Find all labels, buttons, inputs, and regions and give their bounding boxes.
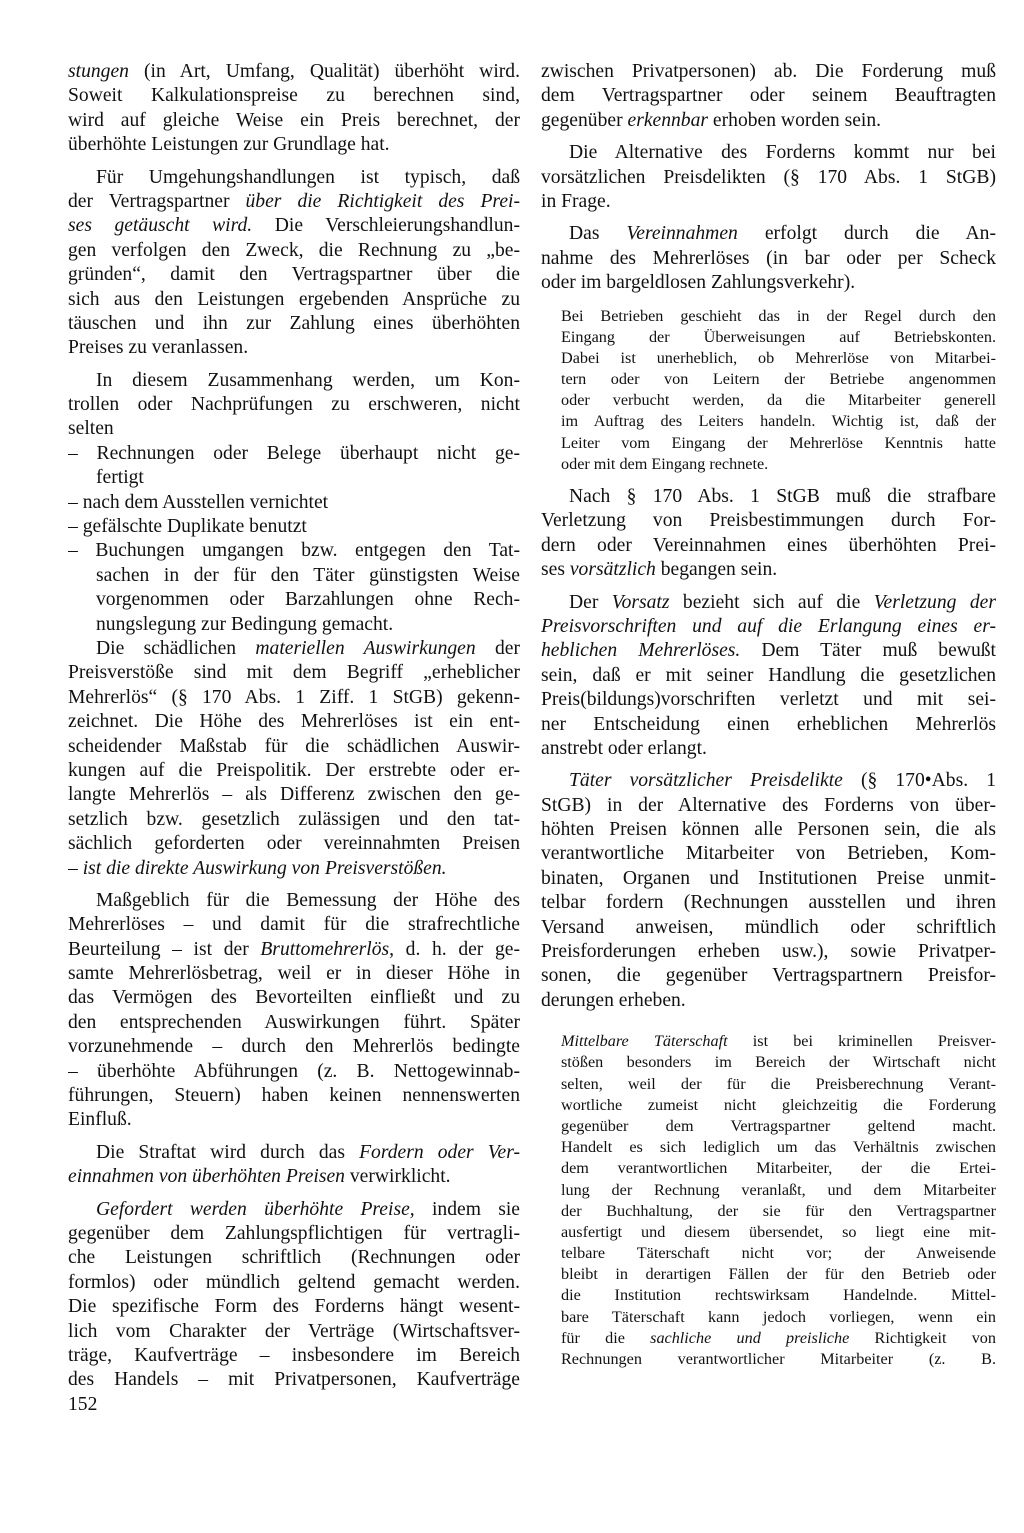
text-line: – Rechnungen oder Belege überhaupt nicht ge- bbox=[68, 442, 520, 464]
text-line: selten, weil der für die Preisberechnung Verant- bbox=[561, 1074, 996, 1093]
text-line: Einfluß. bbox=[68, 1109, 132, 1131]
text-line: den entsprechenden Auswirkungen führt. Später bbox=[68, 1011, 520, 1033]
text-line: Nach § 170 Abs. 1 StGB muß die strafbare bbox=[569, 486, 996, 508]
paragraph bbox=[68, 889, 520, 1133]
text-line: gründen“, damit den Vertragspartner über die bbox=[68, 264, 520, 286]
text-line: zwischen Privatpersonen) ab. Die Forderung muß bbox=[541, 61, 996, 82]
page-number: 152 bbox=[68, 1394, 98, 1415]
text-line: trollen oder Nachprüfungen zu erschweren, nicht bbox=[68, 394, 520, 416]
text-line: Versand anweisen, mündlich oder schriftlich bbox=[541, 916, 996, 938]
paragraph bbox=[541, 485, 996, 583]
text-line: Mehrerlöses – und damit für die strafrechtliche bbox=[68, 914, 520, 936]
text-line: der Vertragspartner über die Richtigkeit des Prei- bbox=[68, 190, 520, 212]
text-line: – überhöhte Abführungen (z. B. Nettogewinnab- bbox=[68, 1060, 520, 1082]
text-line: Der Vorsatz bezieht sich auf die Verletzung der bbox=[569, 591, 996, 613]
text-line: gen verfolgen den Zweck, die Rechnung zu „be- bbox=[68, 239, 520, 261]
text-line: zeichnet. Die Höhe des Mehrerlöses ist ein ent- bbox=[68, 711, 520, 733]
paragraph bbox=[541, 141, 996, 214]
text-line: dern oder Vereinnahmen eines überhöhten Prei- bbox=[541, 534, 996, 556]
text-line: lich vom Charakter der Verträge (Wirtschaftsver- bbox=[68, 1320, 520, 1342]
list-item bbox=[68, 515, 520, 539]
text-line: die Institution rechtswirksam Handelnde. Mittel- bbox=[561, 1286, 996, 1305]
small-print-paragraph bbox=[541, 306, 996, 476]
text-line: sachen in der für den Täter günstigsten Weise bbox=[96, 564, 520, 586]
left-column bbox=[68, 60, 520, 1393]
text-line: lung der Rechnung veranlaßt, und dem Mitarbeiter bbox=[561, 1180, 996, 1199]
text-line: formlos) oder mündlich geltend gemacht werden. bbox=[68, 1271, 520, 1293]
text-line: für die sachliche und preisliche Richtigkeit von bbox=[561, 1328, 996, 1347]
text-line: ses vorsätzlich begangen sein. bbox=[541, 559, 778, 581]
text-line: scheidender Maßstab für die schädlichen Auswir- bbox=[68, 735, 520, 757]
text-line: sächlich geforderten oder vereinnahmten Preisen bbox=[68, 833, 520, 855]
text-line: Preisvorschriften und auf die Erlangung eines er- bbox=[541, 615, 996, 637]
text-line: täuschen und ihn zur Zahlung eines überhöhten bbox=[68, 312, 520, 334]
small-print-paragraph bbox=[541, 1031, 996, 1370]
text-line: sich aus den Leistungen ergebenden Ansprüche zu bbox=[68, 288, 520, 310]
text-line: Das Vereinnahmen erfolgt durch die An- bbox=[569, 223, 996, 245]
text-line: stößen besonders im Bereich der Wirtschaft nicht bbox=[561, 1053, 996, 1072]
text-line: Die Straftat wird durch das Fordern oder Ver- bbox=[96, 1141, 520, 1163]
text-line: Täter vorsätzlicher Preisdelikte (§ 170•Abs. 1 bbox=[569, 770, 996, 792]
text-line: ses getäuscht wird. Die Verschleierungshandlun- bbox=[68, 215, 520, 237]
list-item bbox=[68, 491, 520, 515]
text-line: dem verantwortlichen Mitarbeiter, der die Ertei- bbox=[561, 1159, 996, 1178]
text-line: Mehrerlös“ (§ 170 Abs. 1 Ziff. 1 StGB) gekenn- bbox=[68, 686, 520, 708]
text-line: Für Umgehungshandlungen ist typisch, daß bbox=[96, 166, 520, 188]
text-line: – ist die direkte Auswirkung von Preisverstößen. bbox=[68, 857, 447, 879]
text-line: wortliche zumeist nicht gleichzeitig die Forderung bbox=[561, 1095, 996, 1114]
text-line: tern oder von Leitern der Betriebe angenommen bbox=[561, 370, 996, 389]
text-line: im Auftrag des Leiters handeln. Wichtig ist, daß der bbox=[561, 412, 996, 431]
text-line: sonen, die gegenüber Vertragspartnern Preisfor- bbox=[541, 965, 996, 987]
text-line: Handelt es sich lediglich um das Verhältnis zwischen bbox=[561, 1138, 996, 1157]
text-line: gegenüber dem Zahlungspflichtigen für vertragli- bbox=[68, 1222, 520, 1244]
text-line: des Handels – mit Privatpersonen, Kaufverträge bbox=[68, 1369, 520, 1391]
text-line: oder verbucht werden, da die Mitarbeiter generell bbox=[561, 391, 996, 410]
text-line: telbare Täterschaft nicht vor; der Anweisende bbox=[561, 1244, 996, 1263]
text-line: Die Alternative des Forderns kommt nur bei bbox=[569, 142, 996, 164]
text-line: nahme des Mehrerlöses (in bar oder per Scheck bbox=[541, 247, 996, 269]
text-line: samte Mehrerlösbetrag, weil er in dieser Höhe in bbox=[68, 963, 520, 985]
text-line: binaten, Organen und Institutionen Preise unmit- bbox=[541, 867, 996, 889]
text-line: vorsätzlichen Preisdelikten (§ 170 Abs. 1 StGB) bbox=[541, 166, 996, 188]
text-line: Gefordert werden überhöhte Preise, indem sie bbox=[96, 1198, 520, 1220]
text-line: Dabei ist unerheblich, ob Mehrerlöse von Mitarbei- bbox=[561, 348, 996, 367]
text-line: Beurteilung – ist der Bruttomehrerlös, d. h. der ge- bbox=[68, 938, 520, 960]
text-line: kungen auf die Preispolitik. Der erstrebte oder er- bbox=[68, 759, 520, 781]
text-line: – nach dem Ausstellen vernichtet bbox=[68, 491, 329, 513]
text-line: führungen, Steuern) haben keinen nennenswerten bbox=[68, 1085, 520, 1107]
text-line: der Buchhaltung, der sie für den Vertragspartner bbox=[561, 1201, 996, 1220]
text-line: Leiter vom Eingang der Mehrerlöse Kenntnis hatte bbox=[561, 433, 996, 452]
paragraph bbox=[68, 60, 520, 158]
text-line: vorgenommen oder Barzahlungen ohne Rech- bbox=[96, 589, 520, 611]
text-line: StGB) in der Alternative des Forderns von über- bbox=[541, 794, 996, 816]
text-line: Soweit Kalkulationspreise zu berechnen sind, bbox=[68, 85, 520, 107]
text-line: Bei Betrieben geschieht das in der Regel durch den bbox=[561, 306, 996, 325]
text-line: Preises zu veranlassen. bbox=[68, 337, 249, 359]
text-line: Preisforderungen erheben usw.), sowie Privatper- bbox=[541, 941, 996, 963]
right-column bbox=[541, 60, 996, 1370]
text-line: selten bbox=[68, 418, 114, 440]
paragraph bbox=[68, 166, 520, 361]
text-line: Preis(bildungs)vorschriften verletzt und mit sei- bbox=[541, 689, 996, 711]
text-line: – gefälschte Duplikate benutzt bbox=[68, 516, 307, 538]
text-line: che Leistungen schriftlich (Rechnungen oder bbox=[68, 1247, 520, 1269]
text-line: In diesem Zusammenhang werden, um Kon- bbox=[96, 369, 520, 391]
text-line: überhöhte Leistungen zur Grundlage hat. bbox=[68, 134, 390, 156]
paragraph bbox=[541, 222, 996, 295]
paragraph bbox=[68, 369, 520, 442]
text-line: – Buchungen umgangen bzw. entgegen den Tat- bbox=[68, 540, 520, 562]
text-line: Rechnungen verantwortlicher Mitarbeiter (z. B. bbox=[561, 1350, 996, 1369]
text-line: anstrebt oder erlangt. bbox=[541, 737, 707, 759]
list-item bbox=[68, 442, 520, 491]
paragraph bbox=[541, 769, 996, 1013]
text-line: bare Täterschaft kann jedoch vorliegen, wenn ein bbox=[561, 1307, 996, 1326]
paragraph bbox=[68, 1198, 520, 1393]
text-line: ner Entscheidung einen erheblichen Mehrerlös bbox=[541, 713, 996, 735]
text-line: höhten Preisen können alle Personen sein, die als bbox=[541, 819, 996, 841]
text-line: Mittelbare Täterschaft ist bei kriminellen Preisver- bbox=[561, 1032, 996, 1051]
text-line: ausfertigt und diesem übersendet, so liegt eine mit- bbox=[561, 1222, 996, 1241]
text-line: das Vermögen des Bevorteilten einfließt und zu bbox=[68, 987, 520, 1009]
text-line: Maßgeblich für die Bemessung der Höhe des bbox=[96, 889, 520, 911]
list-item bbox=[68, 539, 520, 637]
text-line: sein, daß er mit seiner Handlung die gesetzlichen bbox=[541, 664, 996, 686]
text-line: Eingang der Überweisungen auf Betriebskonten. bbox=[561, 327, 996, 346]
paragraph bbox=[541, 60, 996, 133]
text-line: verantwortliche Mitarbeiter von Betrieben, Kom- bbox=[541, 843, 996, 865]
paragraph bbox=[541, 591, 996, 762]
text-line: in Frage. bbox=[541, 190, 611, 212]
text-line: gegenüber erkennbar erhoben worden sein. bbox=[541, 109, 882, 131]
text-line: stungen (in Art, Umfang, Qualität) überhöht wird. bbox=[68, 61, 520, 82]
text-line: Preisverstöße sind mit dem Begriff „erheblicher bbox=[68, 662, 520, 684]
text-line: derungen erheben. bbox=[541, 989, 686, 1011]
text-line: fertigt bbox=[96, 467, 144, 489]
text-line: heblichen Mehrerlöses. Dem Täter muß bewußt bbox=[541, 640, 996, 662]
text-line: oder mit dem Eingang rechnete. bbox=[561, 454, 769, 473]
text-line: telbar fordern (Rechnungen ausstellen und ihren bbox=[541, 892, 996, 914]
text-line: nungslegung zur Bedingung gemacht. bbox=[96, 613, 394, 635]
text-line: gegenüber dem Vertragspartner geltend macht. bbox=[561, 1116, 996, 1135]
text-line: vorzunehmende – durch den Mehrerlös bedingte bbox=[68, 1036, 520, 1058]
text-line: langte Mehrerlös – als Differenz zwischen den ge- bbox=[68, 784, 520, 806]
text-line: einnahmen von überhöhten Preisen verwirklicht. bbox=[68, 1166, 451, 1188]
text-line: Die schädlichen materiellen Auswirkungen der bbox=[96, 637, 520, 659]
text-line: wird auf gleiche Weise ein Preis berechnet, der bbox=[68, 109, 520, 131]
text-line: dem Vertragspartner oder seinem Beauftragten bbox=[541, 85, 996, 107]
text-line: setzlich bzw. gesetzlich zulässigen und den tat- bbox=[68, 808, 520, 830]
text-line: Die spezifische Form des Forderns hängt wesent- bbox=[68, 1296, 520, 1318]
text-line: Verletzung von Preisbestimmungen durch For- bbox=[541, 510, 996, 532]
paragraph bbox=[68, 1141, 520, 1190]
text-line: oder im bargeldlosen Zahlungsverkehr). bbox=[541, 272, 856, 294]
paragraph bbox=[68, 637, 520, 881]
text-line: träge, Kaufverträge – insbesondere im Bereich bbox=[68, 1344, 520, 1366]
text-line: bleibt in derartigen Fällen der für den Betrieb oder bbox=[561, 1265, 996, 1284]
